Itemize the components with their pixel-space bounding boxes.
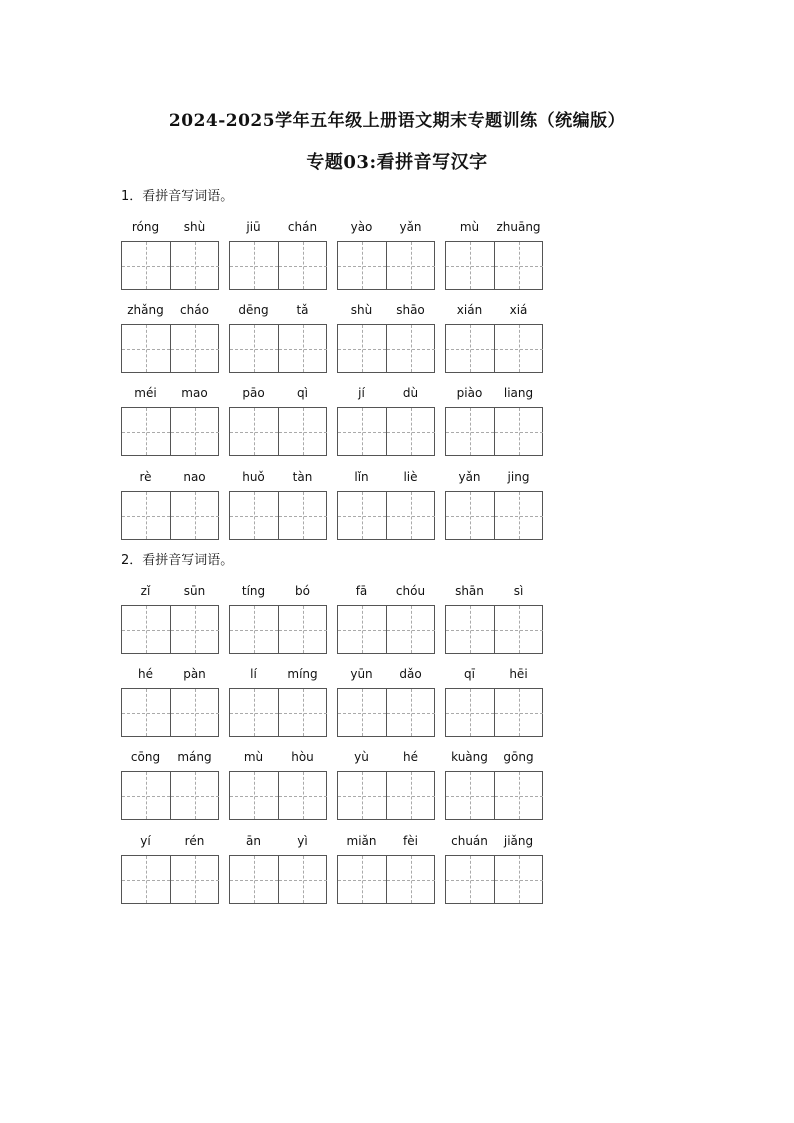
tianzige-box-pair bbox=[337, 324, 435, 373]
pinyin-syllable: zǐ bbox=[140, 584, 151, 598]
pinyin-syllable: fèi bbox=[403, 834, 418, 848]
writing-cell[interactable] bbox=[230, 242, 278, 289]
tianzige-box-pair bbox=[445, 407, 543, 456]
writing-cell[interactable] bbox=[386, 606, 435, 653]
pinyin-syllable: jing bbox=[507, 470, 530, 484]
tianzige-box-pair bbox=[445, 605, 543, 654]
pinyin-row bbox=[229, 834, 327, 850]
pinyin-syllable: chán bbox=[287, 220, 318, 234]
pinyin-syllable: mù bbox=[243, 750, 264, 764]
writing-cell[interactable] bbox=[170, 689, 219, 736]
pinyin-syllable: bó bbox=[295, 584, 310, 598]
pinyin-syllable: yūn bbox=[350, 667, 373, 681]
pinyin-syllable: zhǎng bbox=[127, 303, 164, 317]
writing-cell[interactable] bbox=[170, 856, 219, 903]
tianzige-box-pair bbox=[229, 688, 327, 737]
writing-cell[interactable] bbox=[338, 408, 386, 455]
pinyin-row bbox=[337, 470, 435, 486]
tianzige-box-pair bbox=[229, 605, 327, 654]
writing-cell[interactable] bbox=[446, 772, 494, 819]
tianzige-box-pair bbox=[121, 855, 219, 904]
writing-cell[interactable] bbox=[122, 408, 170, 455]
writing-cell[interactable] bbox=[446, 408, 494, 455]
writing-cell[interactable] bbox=[338, 325, 386, 372]
tianzige-box-pair bbox=[337, 407, 435, 456]
writing-cell[interactable] bbox=[122, 689, 170, 736]
pinyin-syllable: dù bbox=[402, 386, 419, 400]
tianzige-box-pair bbox=[229, 491, 327, 540]
tianzige-box-pair bbox=[229, 324, 327, 373]
writing-cell[interactable] bbox=[494, 242, 543, 289]
pinyin-syllable: hēi bbox=[509, 667, 528, 681]
writing-cell[interactable] bbox=[278, 772, 327, 819]
pinyin-syllable: sūn bbox=[183, 584, 206, 598]
writing-cell[interactable] bbox=[338, 242, 386, 289]
writing-cell[interactable] bbox=[446, 492, 494, 539]
pinyin-syllable: ān bbox=[246, 834, 261, 848]
pinyin-syllable: hé bbox=[403, 750, 418, 764]
tianzige-box-pair bbox=[445, 771, 543, 820]
pinyin-syllable: qī bbox=[464, 667, 475, 681]
pinyin-row bbox=[121, 834, 219, 850]
tianzige-box-pair bbox=[229, 855, 327, 904]
tianzige-box-pair bbox=[337, 855, 435, 904]
writing-cell[interactable] bbox=[386, 408, 435, 455]
pinyin-row bbox=[337, 834, 435, 850]
writing-cell[interactable] bbox=[494, 325, 543, 372]
pinyin-syllable: chuán bbox=[451, 834, 488, 848]
writing-cell[interactable] bbox=[230, 772, 278, 819]
pinyin-row bbox=[121, 470, 219, 486]
pinyin-row bbox=[445, 834, 543, 850]
pinyin-row bbox=[337, 303, 435, 319]
writing-cell[interactable] bbox=[230, 606, 278, 653]
writing-cell[interactable] bbox=[230, 325, 278, 372]
tianzige-box-pair bbox=[229, 241, 327, 290]
writing-cell[interactable] bbox=[230, 689, 278, 736]
pinyin-syllable: dēng bbox=[238, 303, 269, 317]
pinyin-row bbox=[121, 386, 219, 402]
writing-cell[interactable] bbox=[446, 689, 494, 736]
tianzige-box-pair bbox=[445, 241, 543, 290]
writing-cell[interactable] bbox=[446, 856, 494, 903]
pinyin-row bbox=[337, 750, 435, 766]
pinyin-syllable: liè bbox=[403, 470, 418, 484]
writing-cell[interactable] bbox=[338, 856, 386, 903]
tianzige-box-pair bbox=[121, 324, 219, 373]
pinyin-syllable: rén bbox=[184, 834, 205, 848]
writing-cell[interactable] bbox=[278, 856, 327, 903]
pinyin-syllable: jiǎng bbox=[503, 834, 534, 848]
pinyin-syllable: piào bbox=[456, 386, 483, 400]
pinyin-syllable: míng bbox=[287, 667, 318, 681]
tianzige-box-pair bbox=[337, 771, 435, 820]
pinyin-row bbox=[445, 303, 543, 319]
tianzige-box-pair bbox=[121, 605, 219, 654]
pinyin-syllable: hòu bbox=[291, 750, 314, 764]
tianzige-box-pair bbox=[337, 688, 435, 737]
pinyin-syllable: méi bbox=[134, 386, 157, 400]
pinyin-syllable: cōng bbox=[130, 750, 161, 764]
tianzige-box-pair bbox=[445, 491, 543, 540]
writing-cell[interactable] bbox=[278, 408, 327, 455]
pinyin-syllable: zhuāng bbox=[496, 220, 541, 234]
pinyin-syllable: rè bbox=[139, 470, 152, 484]
writing-cell[interactable] bbox=[122, 492, 170, 539]
writing-cell[interactable] bbox=[278, 492, 327, 539]
writing-cell[interactable] bbox=[446, 242, 494, 289]
writing-cell[interactable] bbox=[278, 606, 327, 653]
writing-cell[interactable] bbox=[338, 492, 386, 539]
writing-cell[interactable] bbox=[170, 325, 219, 372]
pinyin-row bbox=[121, 584, 219, 600]
pinyin-syllable: gōng bbox=[503, 750, 534, 764]
pinyin-syllable: yí bbox=[140, 834, 151, 848]
tianzige-box-pair bbox=[445, 855, 543, 904]
pinyin-syllable: pāo bbox=[242, 386, 265, 400]
writing-cell[interactable] bbox=[494, 856, 543, 903]
tianzige-box-pair bbox=[337, 605, 435, 654]
tianzige-box-pair bbox=[445, 324, 543, 373]
pinyin-row bbox=[229, 220, 327, 236]
writing-cell[interactable] bbox=[122, 606, 170, 653]
pinyin-row bbox=[229, 584, 327, 600]
pinyin-row bbox=[445, 470, 543, 486]
writing-cell[interactable] bbox=[170, 492, 219, 539]
tianzige-box-pair bbox=[445, 688, 543, 737]
pinyin-syllable: cháo bbox=[180, 303, 209, 317]
writing-cell[interactable] bbox=[386, 772, 435, 819]
pinyin-syllable: róng bbox=[131, 220, 160, 234]
tianzige-box-pair bbox=[121, 771, 219, 820]
pinyin-syllable: lǐn bbox=[354, 470, 369, 484]
pinyin-row bbox=[445, 386, 543, 402]
writing-cell[interactable] bbox=[170, 408, 219, 455]
writing-cell[interactable] bbox=[494, 408, 543, 455]
writing-cell[interactable] bbox=[170, 606, 219, 653]
pinyin-syllable: hé bbox=[138, 667, 153, 681]
pinyin-row bbox=[121, 667, 219, 683]
writing-cell[interactable] bbox=[170, 242, 219, 289]
pinyin-syllable: fā bbox=[355, 584, 368, 598]
tianzige-box-pair bbox=[229, 407, 327, 456]
pinyin-syllable: shù bbox=[183, 220, 206, 234]
pinyin-row bbox=[229, 303, 327, 319]
writing-cell[interactable] bbox=[338, 606, 386, 653]
pinyin-row bbox=[445, 584, 543, 600]
tianzige-box-pair bbox=[337, 491, 435, 540]
question-label: 2．看拼音写词语。 bbox=[121, 553, 234, 568]
writing-cell[interactable] bbox=[494, 772, 543, 819]
pinyin-syllable: nao bbox=[183, 470, 206, 484]
pinyin-row bbox=[445, 750, 543, 766]
pinyin-syllable: tàn bbox=[292, 470, 313, 484]
pinyin-syllable: pàn bbox=[183, 667, 206, 681]
pinyin-syllable: shāo bbox=[396, 303, 425, 317]
pinyin-syllable: liang bbox=[503, 386, 534, 400]
writing-cell[interactable] bbox=[386, 856, 435, 903]
writing-cell[interactable] bbox=[494, 689, 543, 736]
writing-cell[interactable] bbox=[338, 772, 386, 819]
writing-cell[interactable] bbox=[122, 856, 170, 903]
pinyin-syllable: tǎ bbox=[296, 303, 309, 317]
pinyin-syllable: yào bbox=[350, 220, 373, 234]
pinyin-row bbox=[229, 667, 327, 683]
pinyin-syllable: miǎn bbox=[346, 834, 377, 848]
pinyin-row bbox=[229, 750, 327, 766]
pinyin-syllable: shān bbox=[455, 584, 484, 598]
page-subtitle: 专题03:看拼音写汉字 bbox=[306, 152, 488, 173]
pinyin-row bbox=[121, 220, 219, 236]
page-title: 2024-2025学年五年级上册语文期末专题训练（统编版） bbox=[168, 111, 626, 131]
writing-cell[interactable] bbox=[278, 689, 327, 736]
pinyin-syllable: jí bbox=[358, 386, 365, 400]
writing-cell[interactable] bbox=[446, 325, 494, 372]
pinyin-row bbox=[337, 584, 435, 600]
writing-cell[interactable] bbox=[494, 492, 543, 539]
tianzige-box-pair bbox=[337, 241, 435, 290]
pinyin-syllable: yì bbox=[297, 834, 308, 848]
pinyin-syllable: huǒ bbox=[242, 470, 265, 484]
writing-cell[interactable] bbox=[170, 772, 219, 819]
pinyin-syllable: dǎo bbox=[399, 667, 422, 681]
writing-cell[interactable] bbox=[230, 492, 278, 539]
writing-cell[interactable] bbox=[278, 325, 327, 372]
writing-cell[interactable] bbox=[338, 689, 386, 736]
writing-cell[interactable] bbox=[122, 325, 170, 372]
pinyin-syllable: máng bbox=[177, 750, 212, 764]
pinyin-syllable: yǎn bbox=[399, 220, 422, 234]
pinyin-syllable: yù bbox=[354, 750, 369, 764]
pinyin-row bbox=[229, 386, 327, 402]
tianzige-box-pair bbox=[229, 771, 327, 820]
tianzige-box-pair bbox=[121, 407, 219, 456]
writing-cell[interactable] bbox=[446, 606, 494, 653]
question-label: 1．看拼音写词语。 bbox=[121, 189, 234, 204]
pinyin-syllable: yǎn bbox=[458, 470, 481, 484]
pinyin-row bbox=[445, 667, 543, 683]
writing-cell[interactable] bbox=[386, 242, 435, 289]
pinyin-row bbox=[337, 386, 435, 402]
tianzige-box-pair bbox=[121, 688, 219, 737]
writing-cell[interactable] bbox=[386, 325, 435, 372]
writing-cell[interactable] bbox=[386, 689, 435, 736]
pinyin-row bbox=[229, 470, 327, 486]
pinyin-syllable: kuàng bbox=[451, 750, 488, 764]
pinyin-syllable: mù bbox=[459, 220, 480, 234]
pinyin-syllable: tíng bbox=[241, 584, 266, 598]
pinyin-row bbox=[445, 220, 543, 236]
pinyin-syllable: xián bbox=[456, 303, 483, 317]
pinyin-row bbox=[337, 667, 435, 683]
pinyin-row bbox=[121, 750, 219, 766]
pinyin-syllable: shù bbox=[350, 303, 373, 317]
writing-cell[interactable] bbox=[230, 856, 278, 903]
pinyin-row bbox=[121, 303, 219, 319]
tianzige-box-pair bbox=[121, 241, 219, 290]
writing-cell[interactable] bbox=[494, 606, 543, 653]
pinyin-syllable: sì bbox=[513, 584, 524, 598]
writing-cell[interactable] bbox=[230, 408, 278, 455]
writing-cell[interactable] bbox=[122, 242, 170, 289]
writing-cell[interactable] bbox=[122, 772, 170, 819]
writing-cell[interactable] bbox=[278, 242, 327, 289]
pinyin-syllable: mao bbox=[181, 386, 208, 400]
writing-cell[interactable] bbox=[386, 492, 435, 539]
pinyin-syllable: xiá bbox=[509, 303, 528, 317]
tianzige-box-pair bbox=[121, 491, 219, 540]
pinyin-row bbox=[337, 220, 435, 236]
pinyin-syllable: chóu bbox=[395, 584, 426, 598]
pinyin-syllable: jiū bbox=[246, 220, 261, 234]
pinyin-syllable: lí bbox=[250, 667, 257, 681]
pinyin-syllable: qì bbox=[297, 386, 308, 400]
